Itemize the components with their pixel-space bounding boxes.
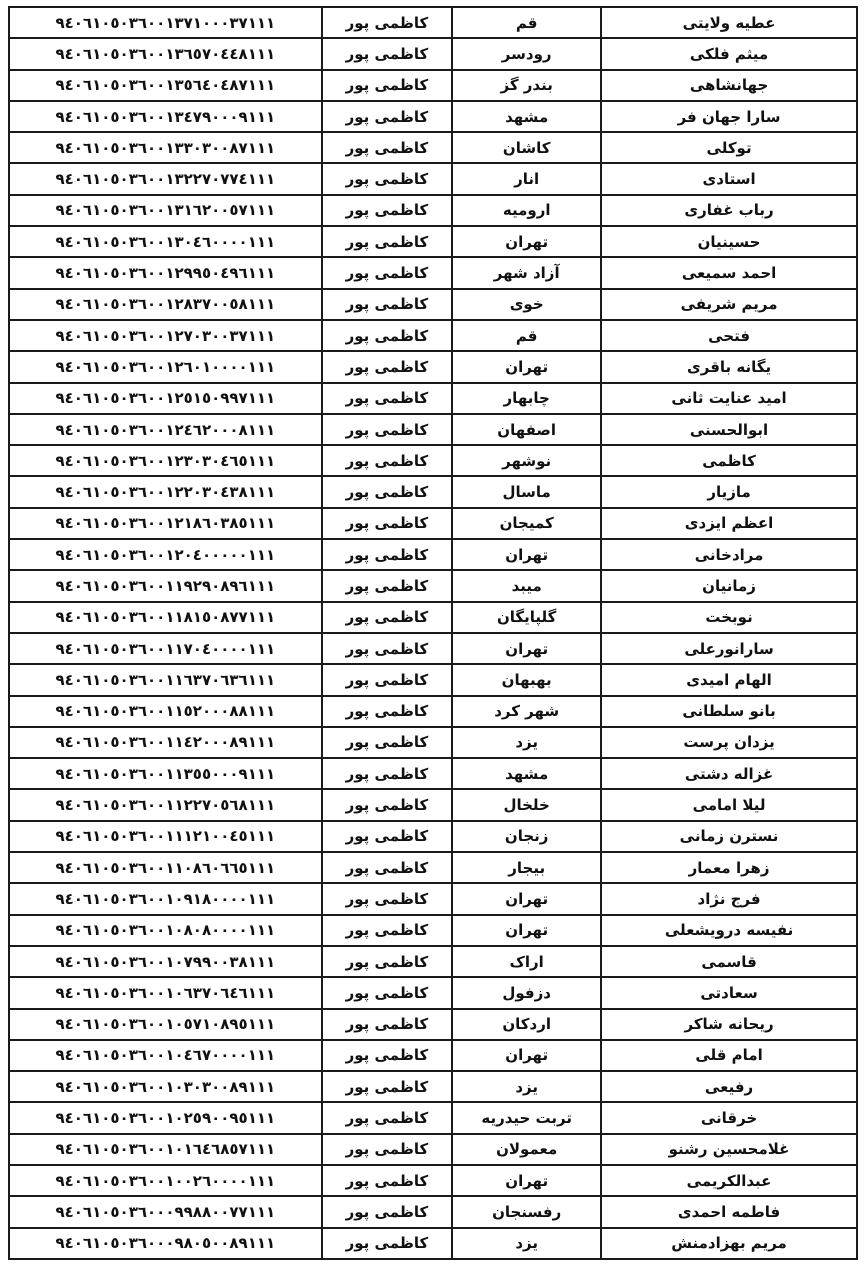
table-row [9, 7, 857, 38]
code-cell: ٩٤٠٦١٠٥٠٣٦٠٠١٢٠٤٠٠٠٠٠١١١ [9, 539, 322, 570]
city-cell: دزفول [452, 977, 601, 1008]
family-cell: کاظمی پور [322, 1040, 453, 1071]
table-row [9, 1134, 857, 1165]
city-cell: ارومیه [452, 195, 601, 226]
city-cell: قم [452, 7, 601, 38]
code-cell: ٩٤٠٦١٠٥٠٣٦٠٠١٠٠٢٦٠٠٠٠١١١ [9, 1165, 322, 1196]
code-cell: ٩٤٠٦١٠٥٠٣٦٠٠١١٧٠٤٠٠٠٠١١١ [9, 633, 322, 664]
family-cell: کاظمی پور [322, 414, 453, 445]
code-cell: ٩٤٠٦١٠٥٠٣٦٠٠١٢٨٣٧٠٠٥٨١١١ [9, 289, 322, 320]
code-cell: ٩٤٠٦١٠٥٠٣٦٠٠١٢١٨٦٠٣٨٥١١١ [9, 508, 322, 539]
city-cell: کمیجان [452, 508, 601, 539]
name-cell: رفیعی [601, 1071, 857, 1102]
city-cell: خلخال [452, 789, 601, 820]
code-cell: ٩٤٠٦١٠٥٠٣٦٠٠١٣٧١٠٠٠٣٧١١١ [9, 7, 322, 38]
code-cell: ٩٤٠٦١٠٥٠٣٦٠٠١٢٦٠١٠٠٠٠١١١ [9, 351, 322, 382]
table-row [9, 1165, 857, 1196]
code-cell: ٩٤٠٦١٠٥٠٣٦٠٠١٢٤٦٢٠٠٠٨١١١ [9, 414, 322, 445]
code-cell: ٩٤٠٦١٠٥٠٣٦٠٠١٣١٦٢٠٠٥٧١١١ [9, 195, 322, 226]
table-row [9, 1102, 857, 1133]
name-cell: غزاله دشتی [601, 758, 857, 789]
code-cell: ٩٤٠٦١٠٥٠٣٦٠٠١٣٤٧٩٠٠٠٩١١١ [9, 101, 322, 132]
name-cell: فاطمه احمدی [601, 1196, 857, 1227]
family-cell: کاظمی پور [322, 602, 453, 633]
city-cell: شهر کرد [452, 696, 601, 727]
city-cell: نوشهر [452, 445, 601, 476]
city-cell: تهران [452, 539, 601, 570]
table-row [9, 758, 857, 789]
table-row [9, 101, 857, 132]
name-cell: کاظمی [601, 445, 857, 476]
code-cell: ٩٤٠٦١٠٥٠٣٦٠٠١١٣٥٥٠٠٠٩١١١ [9, 758, 322, 789]
table-row [9, 226, 857, 257]
code-cell: ٩٤٠٦١٠٥٠٣٦٠٠١٣٥٦٤٠٤٨٧١١١ [9, 70, 322, 101]
name-cell: فرج نژاد [601, 883, 857, 914]
table-row [9, 1071, 857, 1102]
family-cell: کاظمی پور [322, 351, 453, 382]
city-cell: کاشان [452, 132, 601, 163]
table-row [9, 1196, 857, 1227]
family-cell: کاظمی پور [322, 1228, 453, 1259]
family-cell: کاظمی پور [322, 383, 453, 414]
name-cell: خرقانی [601, 1102, 857, 1133]
city-cell: معمولان [452, 1134, 601, 1165]
name-cell: مرادخانی [601, 539, 857, 570]
table-row [9, 320, 857, 351]
name-cell: امید عنایت ثانی [601, 383, 857, 414]
table-row [9, 195, 857, 226]
table-row [9, 789, 857, 820]
table-row [9, 445, 857, 476]
name-cell: زهرا معمار [601, 852, 857, 883]
name-cell: سارانورعلی [601, 633, 857, 664]
city-cell: تهران [452, 351, 601, 382]
records-table [8, 6, 858, 1260]
family-cell: کاظمی پور [322, 821, 453, 852]
family-cell: کاظمی پور [322, 1134, 453, 1165]
code-cell: ٩٤٠٦١٠٥٠٣٦٠٠١٢٧٠٣٠٠٣٧١١١ [9, 320, 322, 351]
family-cell: کاظمی پور [322, 1009, 453, 1040]
family-cell: کاظمی پور [322, 7, 453, 38]
code-cell: ٩٤٠٦١٠٥٠٣٦٠٠١٣٠٤٦٠٠٠٠١١١ [9, 226, 322, 257]
family-cell: کاظمی پور [322, 1165, 453, 1196]
family-cell: کاظمی پور [322, 1071, 453, 1102]
city-cell: تهران [452, 226, 601, 257]
name-cell: مریم بهزادمنش [601, 1228, 857, 1259]
table-row [9, 414, 857, 445]
name-cell: نسترن زمانی [601, 821, 857, 852]
city-cell: رودسر [452, 38, 601, 69]
code-cell: ٩٤٠٦١٠٥٠٣٦٠٠٠٩٨٠٥٠٠٨٩١١١ [9, 1228, 322, 1259]
family-cell: کاظمی پور [322, 70, 453, 101]
city-cell: اراک [452, 946, 601, 977]
table-row [9, 696, 857, 727]
city-cell: آزاد شهر [452, 257, 601, 288]
city-cell: زنجان [452, 821, 601, 852]
family-cell: کاظمی پور [322, 289, 453, 320]
family-cell: کاظمی پور [322, 320, 453, 351]
name-cell: یگانه باقری [601, 351, 857, 382]
table-row [9, 476, 857, 507]
family-cell: کاظمی پور [322, 915, 453, 946]
table-row [9, 508, 857, 539]
table-row [9, 633, 857, 664]
code-cell: ٩٤٠٦١٠٥٠٣٦٠٠١٢٥١٥٠٩٩٧١١١ [9, 383, 322, 414]
table-row [9, 1040, 857, 1071]
city-cell: اصفهان [452, 414, 601, 445]
city-cell: بندر گز [452, 70, 601, 101]
records-table-body [9, 7, 857, 1259]
family-cell: کاظمی پور [322, 696, 453, 727]
code-cell: ٩٤٠٦١٠٥٠٣٦٠٠١١٩٢٩٠٨٩٦١١١ [9, 570, 322, 601]
name-cell: قاسمی [601, 946, 857, 977]
name-cell: اعظم ایزدی [601, 508, 857, 539]
table-row [9, 38, 857, 69]
city-cell: ماسال [452, 476, 601, 507]
city-cell: مشهد [452, 758, 601, 789]
code-cell: ٩٤٠٦١٠٥٠٣٦٠٠١١٠٨٦٠٦٦٥١١١ [9, 852, 322, 883]
document-sheet [8, 6, 858, 1260]
family-cell: کاظمی پور [322, 883, 453, 914]
code-cell: ٩٤٠٦١٠٥٠٣٦٠٠١٢٩٩٥٠٤٩٦١١١ [9, 257, 322, 288]
family-cell: کاظمی پور [322, 1102, 453, 1133]
family-cell: کاظمی پور [322, 664, 453, 695]
name-cell: امام قلی [601, 1040, 857, 1071]
table-row [9, 570, 857, 601]
name-cell: زمانیان [601, 570, 857, 601]
table-row [9, 664, 857, 695]
code-cell: ٩٤٠٦١٠٥٠٣٦٠٠١٠٤٦٧٠٠٠٠١١١ [9, 1040, 322, 1071]
family-cell: کاظمی پور [322, 38, 453, 69]
family-cell: کاظمی پور [322, 508, 453, 539]
name-cell: ابوالحسنی [601, 414, 857, 445]
name-cell: مازیار [601, 476, 857, 507]
family-cell: کاظمی پور [322, 132, 453, 163]
family-cell: کاظمی پور [322, 758, 453, 789]
table-row [9, 257, 857, 288]
name-cell: مریم شریفی [601, 289, 857, 320]
city-cell: خوی [452, 289, 601, 320]
city-cell: یزد [452, 727, 601, 758]
name-cell: میثم فلکی [601, 38, 857, 69]
name-cell: حسینیان [601, 226, 857, 257]
family-cell: کاظمی پور [322, 163, 453, 194]
city-cell: میبد [452, 570, 601, 601]
city-cell: یزد [452, 1228, 601, 1259]
code-cell: ٩٤٠٦١٠٥٠٣٦٠٠١٠١٦٤٦٨٥٧١١١ [9, 1134, 322, 1165]
family-cell: کاظمی پور [322, 977, 453, 1008]
name-cell: بانو سلطانی [601, 696, 857, 727]
code-cell: ٩٤٠٦١٠٥٠٣٦٠٠١٠٩١٨٠٠٠٠١١١ [9, 883, 322, 914]
city-cell: انار [452, 163, 601, 194]
table-row [9, 915, 857, 946]
city-cell: تهران [452, 883, 601, 914]
name-cell: جهانشاهی [601, 70, 857, 101]
code-cell: ٩٤٠٦١٠٥٠٣٦٠٠١٠٢٥٩٠٠٩٥١١١ [9, 1102, 322, 1133]
code-cell: ٩٤٠٦١٠٥٠٣٦٠٠١١٦٣٧٠٦٣٦١١١ [9, 664, 322, 695]
family-cell: کاظمی پور [322, 852, 453, 883]
name-cell: عبدالکریمی [601, 1165, 857, 1196]
code-cell: ٩٤٠٦١٠٥٠٣٦٠٠١١٢٢٧٠٥٦٨١١١ [9, 789, 322, 820]
city-cell: تهران [452, 1165, 601, 1196]
table-row [9, 1228, 857, 1259]
city-cell: رفسنجان [452, 1196, 601, 1227]
name-cell: الهام امیدی [601, 664, 857, 695]
city-cell: تهران [452, 633, 601, 664]
name-cell: سعادتی [601, 977, 857, 1008]
family-cell: کاظمی پور [322, 570, 453, 601]
code-cell: ٩٤٠٦١٠٥٠٣٦٠٠١٠٧٩٩٠٠٣٨١١١ [9, 946, 322, 977]
name-cell: عطیه ولایتی [601, 7, 857, 38]
name-cell: یزدان پرست [601, 727, 857, 758]
table-row [9, 602, 857, 633]
table-row [9, 821, 857, 852]
family-cell: کاظمی پور [322, 101, 453, 132]
city-cell: چابهار [452, 383, 601, 414]
city-cell: یزد [452, 1071, 601, 1102]
name-cell: فتحی [601, 320, 857, 351]
table-row [9, 1009, 857, 1040]
table-row [9, 727, 857, 758]
city-cell: تهران [452, 915, 601, 946]
family-cell: کاظمی پور [322, 789, 453, 820]
name-cell: ریحانه شاکر [601, 1009, 857, 1040]
family-cell: کاظمی پور [322, 633, 453, 664]
table-row [9, 351, 857, 382]
code-cell: ٩٤٠٦١٠٥٠٣٦٠٠١٣٢٢٧٠٧٧٤١١١ [9, 163, 322, 194]
table-row [9, 977, 857, 1008]
table-row [9, 163, 857, 194]
name-cell: رباب غفاری [601, 195, 857, 226]
code-cell: ٩٤٠٦١٠٥٠٣٦٠٠١١١٢١٠٠٤٥١١١ [9, 821, 322, 852]
family-cell: کاظمی پور [322, 445, 453, 476]
family-cell: کاظمی پور [322, 539, 453, 570]
code-cell: ٩٤٠٦١٠٥٠٣٦٠٠١٢٣٠٣٠٤٦٥١١١ [9, 445, 322, 476]
family-cell: کاظمی پور [322, 1196, 453, 1227]
name-cell: سارا جهان فر [601, 101, 857, 132]
code-cell: ٩٤٠٦١٠٥٠٣٦٠٠١٣٣٠٣٠٠٨٧١١١ [9, 132, 322, 163]
family-cell: کاظمی پور [322, 195, 453, 226]
table-row [9, 132, 857, 163]
name-cell: احمد سمیعی [601, 257, 857, 288]
table-row [9, 946, 857, 977]
code-cell: ٩٤٠٦١٠٥٠٣٦٠٠١٢٢٠٣٠٤٣٨١١١ [9, 476, 322, 507]
table-row [9, 852, 857, 883]
city-cell: اردکان [452, 1009, 601, 1040]
code-cell: ٩٤٠٦١٠٥٠٣٦٠٠١٠٣٠٣٠٠٨٩١١١ [9, 1071, 322, 1102]
family-cell: کاظمی پور [322, 257, 453, 288]
name-cell: غلامحسین رشنو [601, 1134, 857, 1165]
city-cell: گلپایگان [452, 602, 601, 633]
family-cell: کاظمی پور [322, 946, 453, 977]
table-row [9, 289, 857, 320]
code-cell: ٩٤٠٦١٠٥٠٣٦٠٠١١٤٢٠٠٠٨٩١١١ [9, 727, 322, 758]
family-cell: کاظمی پور [322, 226, 453, 257]
code-cell: ٩٤٠٦١٠٥٠٣٦٠٠١٠٨٠٨٠٠٠٠١١١ [9, 915, 322, 946]
code-cell: ٩٤٠٦١٠٥٠٣٦٠٠١٣٦٥٧٠٤٤٨١١١ [9, 38, 322, 69]
name-cell: توکلی [601, 132, 857, 163]
table-row [9, 539, 857, 570]
code-cell: ٩٤٠٦١٠٥٠٣٦٠٠٠٩٩٨٨٠٠٧٧١١١ [9, 1196, 322, 1227]
name-cell: استادی [601, 163, 857, 194]
name-cell: نفیسه درویشعلی [601, 915, 857, 946]
code-cell: ٩٤٠٦١٠٥٠٣٦٠٠١٠٥٧١٠٨٩٥١١١ [9, 1009, 322, 1040]
city-cell: بهبهان [452, 664, 601, 695]
city-cell: تهران [452, 1040, 601, 1071]
city-cell: قم [452, 320, 601, 351]
table-row [9, 383, 857, 414]
name-cell: لیلا امامی [601, 789, 857, 820]
family-cell: کاظمی پور [322, 727, 453, 758]
table-row [9, 883, 857, 914]
code-cell: ٩٤٠٦١٠٥٠٣٦٠٠١١٨١٥٠٨٧٧١١١ [9, 602, 322, 633]
family-cell: کاظمی پور [322, 476, 453, 507]
city-cell: بیجار [452, 852, 601, 883]
city-cell: مشهد [452, 101, 601, 132]
code-cell: ٩٤٠٦١٠٥٠٣٦٠٠١١٥٢٠٠٠٨٨١١١ [9, 696, 322, 727]
city-cell: تربت حیدریه [452, 1102, 601, 1133]
name-cell: نوبخت [601, 602, 857, 633]
code-cell: ٩٤٠٦١٠٥٠٣٦٠٠١٠٦٣٧٠٦٤٦١١١ [9, 977, 322, 1008]
table-row [9, 70, 857, 101]
